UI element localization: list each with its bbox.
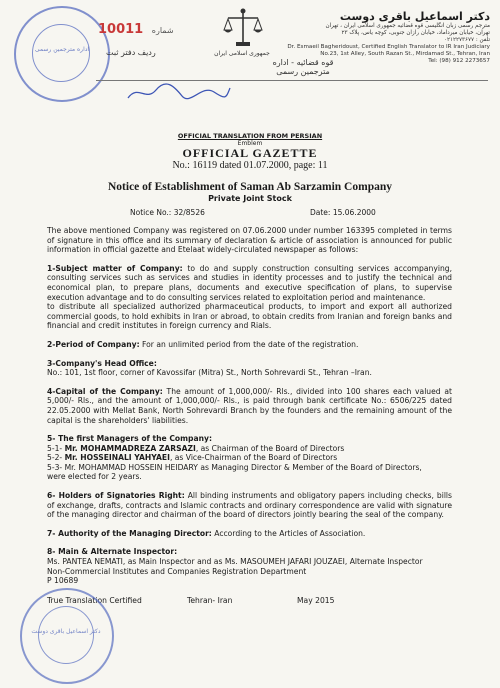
certification-row (47, 596, 452, 606)
manager-item (47, 444, 344, 453)
translator-letterhead (284, 10, 490, 65)
notice-title: Notice of Establishment of Saman Ab Sarzamin Company (107, 181, 392, 193)
translator-phone-fa: تلفن : ۰۲۱۲۲۷۳۶۷۷ (444, 37, 490, 43)
section-heading: 6- Holders of Signatories Right: (47, 491, 185, 501)
section-authority (47, 529, 452, 539)
official-stamp-bottom (20, 588, 114, 684)
section-heading: 4-Capital of the Company: (47, 386, 163, 396)
manager-role: , as Chairman of the Board of Directors (195, 443, 345, 453)
manager-item (47, 463, 422, 472)
section-managers (47, 434, 452, 482)
registration-dept: Non-Commercial Institutes and Companies Registration Department (47, 566, 307, 576)
section-head-office (47, 359, 452, 378)
serial-value: 10011 (98, 22, 144, 37)
translator-name-fa: دکتر اسماعیل باقری دوست (339, 10, 490, 23)
section-heading: 1-Subject matter of Company: (47, 263, 183, 273)
section-heading: 3-Company's Head Office: (47, 358, 157, 368)
notice-subtitle: Private Joint Stock (208, 194, 292, 203)
notice-date: Date: 15.06.2000 (310, 208, 376, 217)
emblem-caption: جمهوری اسلامی ایران (214, 50, 270, 57)
register-label: ردیف دفتر ثبت (106, 48, 156, 57)
manager-num: 5-1- (47, 443, 65, 453)
translator-desc-fa: مترجم رسمی زبان انگلیسی قوه قضائیه جمهوری اسلامی ایران ، تهران (325, 23, 490, 29)
section-heading: 7- Authority of the Managing Director: (47, 528, 212, 538)
section-heading: 5- The first Managers of the Company: (47, 434, 212, 444)
notice-body (47, 226, 452, 605)
section-heading: 8- Main & Alternate Inspector: (47, 547, 178, 557)
stamp-text: اداره مترجمین رسمی (34, 46, 90, 53)
section-period (47, 340, 452, 350)
serial-label: شماره (151, 26, 174, 35)
emblem-note: Emblem (237, 140, 263, 147)
scales-of-justice-emblem (222, 6, 264, 50)
translator-phone-en: Tel: (98) 912 2273657 (428, 58, 490, 64)
section-text: No.: 101, 1st floor, corner of Kavossifar (Mitra) St., North Sohrevardi St., Tehran –Iran. (47, 368, 372, 378)
manager-num: 5-2- (47, 453, 65, 463)
stamp-inner-ring (38, 606, 94, 664)
certified-label: True Translation Certified (47, 595, 142, 605)
section-text-cont: to distribute all specialized authorized pharmaceutical products, to import and export all authorized commercial goods, to hold exhibits in Iran or abroad, to obtain credits from Iranian and foreign banks and financial and credit institutes in foreign currency and Rials. (47, 302, 452, 331)
manager-name: Mr. MOHAMMAD HOSSEIN HEIDARY (64, 462, 198, 472)
translator-address-fa: تهران، خیابان میرداماد، خیابان رازان جنوبی، کوچه یاس، پلاک ۲۳ (341, 30, 490, 36)
certified-city: Tehran- Iran (187, 595, 233, 605)
section-text: Ms. PANTEA NEMATI, as Main Inspector and as Ms. MASOUMEH JAFARI JOUZAEI, Alternate Inspector (47, 557, 423, 567)
section-text: For an unlimited period from the date of the registration. (139, 339, 359, 349)
gazette-title: OFFICIAL GAZETTE (182, 146, 318, 160)
translator-name-en: Dr. Esmaeil Bagheridoust, Certified English Translator to IR Iran Judiciary (287, 44, 490, 50)
translator-address-en: No.23, 1st Alley, South Razan St., Mirdamad St., Tehran, Iran (320, 51, 490, 57)
signature-scribble (124, 80, 234, 104)
reference-number: P 10689 (47, 576, 79, 586)
section-text: The amount of 1,000,000/- Rls., divided into 100 shares each valued at 5,000/- Rls., and the amount of 1,000,000/- Rls., is paid through bank certificate No.: 6506/225 dated 22.05.2000 with Mellat Bank, North Sohrevardi Branch by the founders and the remaining amount of the capital is the shareholders' liabilities. (47, 386, 452, 425)
section-subject (47, 264, 452, 331)
manager-name: Mr. MOHAMMADREZA ZARSAZI (64, 443, 196, 453)
managers-tail: were elected for 2 years. (47, 472, 142, 482)
register-block (98, 18, 218, 74)
notice-number: Notice No.: 32/8526 (130, 208, 205, 217)
section-text: All binding instruments and obligatory papers including checks, bills of exchange, drafts, contracts and Islamic contracts and ordinary correspondence are valid with signature of the managing director and chairman of the board of directors jointly bearing the seal of the company. (47, 491, 453, 520)
serial-number (98, 22, 174, 37)
official-translation-text: OFFICIAL TRANSLATION FROM PERSIAN (177, 132, 323, 140)
manager-num: 5-3- (47, 462, 65, 472)
section-heading: 2-Period of Company: (47, 339, 140, 349)
certified-date: May 2015 (297, 595, 335, 605)
section-signatories (47, 491, 452, 520)
manager-item (47, 453, 337, 462)
section-inspectors (47, 547, 452, 585)
manager-role: as Managing Director & Member of the Board of Directors, (197, 462, 422, 472)
stamp-text: دکتر اسماعیل باقری دوست (31, 628, 101, 635)
section-capital (47, 387, 452, 425)
judiciary-label: قوه قضائیه - اداره مترجمین رسمی (272, 58, 334, 76)
official-translation-line (0, 132, 500, 147)
intro-paragraph: The above mentioned Company was registered on 07.06.2000 under number 163395 completed in terms of signature in this office and its summary of declaration & article of association is announced for public information in official gazette and Etelaat widely-circulated newspaper as follows: (47, 226, 452, 255)
gazette-number: No.: 16119 dated 01.07.2000, page: 11 (172, 160, 328, 171)
section-text: According to the Articles of Association. (211, 528, 366, 538)
manager-role: , as Vice-Chairman of the Board of Directors (169, 453, 338, 463)
manager-name: Mr. HOSSEINALI YAHYAEI (64, 453, 170, 463)
stamp-inner-ring (32, 24, 90, 82)
official-stamp-top (14, 6, 110, 102)
section-text: to do and supply construction consulting services accompanying, consulting services such as services and studies in identity processes and to justify the technical and economical plan, to prepare plans, documents and executive specification of plans, to supervise execution advantage and to do consulting services related to exploitation period and maintenance. (47, 263, 452, 302)
